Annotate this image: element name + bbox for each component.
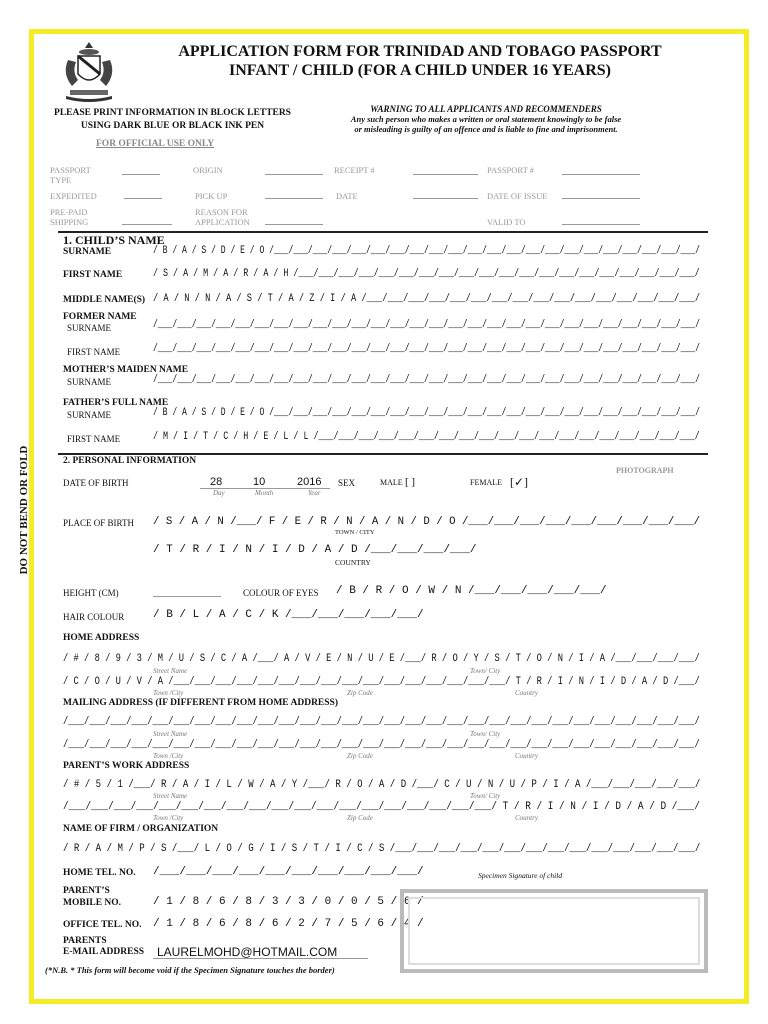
firm-label: NAME OF FIRM / ORGANIZATION <box>63 824 219 834</box>
home-tel-field[interactable]: /___/___/___/___/___/___/___/___/___/___/ <box>153 866 424 878</box>
parent-mobile-label-2: MOBILE NO. <box>63 898 122 908</box>
instruction-line1: PLEASE PRINT INFORMATION IN BLOCK LETTERS <box>54 108 291 118</box>
place-of-birth-country-field[interactable]: / T / R / I / N / I / D / A / D /___/___/___/___/ <box>153 544 477 556</box>
dob-year-caption: Year <box>308 489 321 497</box>
prepaid-label: PRE-PAID <box>50 207 88 217</box>
photograph-label: PHOTOGRAPH <box>616 466 674 475</box>
former-name-label: FORMER NAME <box>63 312 137 322</box>
country-caption: COUNTRY <box>335 558 371 567</box>
date-of-issue-line <box>562 198 640 199</box>
dob-year-field[interactable]: 2016 <box>297 476 322 488</box>
mail-country-caption: Country <box>515 752 538 760</box>
origin-line <box>265 174 323 175</box>
former-surname-field[interactable]: /___/___/___/___/___/___/___/___/___/___/___/___/___/___/___/___/___/___/___/___/___/___/___/___/___/___/___/___/ <box>153 319 700 331</box>
dob-month-caption: Month <box>255 489 274 497</box>
former-first-name-label: FIRST NAME <box>67 347 121 357</box>
work-town-caption: Town/ City <box>470 792 501 800</box>
mail-zip-caption: Zip Code <box>347 752 373 760</box>
passport-number-line <box>562 174 640 175</box>
dob-day-caption: Day <box>213 489 225 497</box>
instruction-line2: USING DARK BLUE OR BLACK INK PEN <box>80 121 265 131</box>
office-tel-label: OFFICE TEL. NO. <box>63 920 142 930</box>
parents-email-label-2: E-MAIL ADDRESS <box>63 947 145 957</box>
section1-title: 1. CHILD’S NAME <box>63 233 165 247</box>
work-address-line2[interactable]: /___/___/___/___/___/___/___/___/___/___/___/___/___/___/___/___/___/___/___/ T / R / I / N / I / D / A / D /___/ <box>63 801 700 813</box>
father-name-label: FATHER’S FULL NAME <box>63 398 169 408</box>
divider-2 <box>58 453 708 455</box>
parent-mobile-label: PARENT’S <box>63 886 110 896</box>
mail-town2-caption: Town /City <box>153 752 184 760</box>
parents-email-label: PARENTS <box>63 936 107 946</box>
work-country-caption: Country <box>515 814 538 822</box>
sex-label: SEX <box>338 478 356 488</box>
height-label: HEIGHT (CM) <box>63 588 119 598</box>
first-name-label: FIRST NAME <box>63 270 123 280</box>
home-town2-caption: Town /City <box>153 689 184 697</box>
pick-up-label: PICK UP <box>195 191 228 201</box>
passport-type-line <box>122 174 160 175</box>
father-surname-field[interactable]: / B / A / S / D / E / O /___/___/___/___/___/___/___/___/___/___/___/___/___/___/___/___/___/___/___/___/___/___/ <box>153 407 700 419</box>
middle-name-field[interactable]: / A / N / N / A / S / T / A / Z / I / A /___/___/___/___/___/___/___/___/___/___/___/___/___/___/___/___/ <box>153 293 701 305</box>
father-surname-label: SURNAME <box>67 410 112 420</box>
place-of-birth-label: PLACE OF BIRTH <box>63 518 134 528</box>
female-label: FEMALE <box>470 478 502 487</box>
form-title-line2: INFANT / CHILD (FOR A CHILD UNDER 16 YEARS) <box>229 62 611 79</box>
expedited-label: EXPEDITED <box>50 191 97 201</box>
valid-to-label: VALID TO <box>487 217 526 227</box>
mailing-address-line2[interactable]: /___/___/___/___/___/___/___/___/___/___/___/___/___/___/___/___/___/___/___/___/___/___/___/___/___/___/___/___/___/___/ <box>63 739 700 751</box>
father-first-name-field[interactable]: / M / I / T / C / H / E / L / L /___/___/___/___/___/___/___/___/___/___/___/___/___/___/___/___/___/___/___/ <box>153 431 700 443</box>
home-country-caption: Country <box>515 689 538 697</box>
reason-line <box>265 224 323 225</box>
mother-surname-label: SURNAME <box>67 377 112 387</box>
prepaid-label-2: SHIPPING <box>50 217 89 227</box>
female-checkbox[interactable]: [✓] <box>510 475 529 489</box>
work-town2-caption: Town /City <box>153 814 184 822</box>
town-city-caption: TOWN / CITY <box>335 529 375 536</box>
parents-email-field[interactable]: LAURELMOHD@HOTMAIL.COM <box>157 945 338 959</box>
mother-maiden-label: MOTHER’S MAIDEN NAME <box>63 365 189 375</box>
receipt-line <box>413 174 478 175</box>
origin-label: ORIGIN <box>193 165 223 175</box>
former-first-name-field[interactable]: /___/___/___/___/___/___/___/___/___/___/___/___/___/___/___/___/___/___/___/___/___/___/___/___/___/___/___/___/ <box>153 343 700 355</box>
official-use-heading: FOR OFFICIAL USE ONLY <box>96 139 215 149</box>
place-of-birth-town-field[interactable]: / S / A / N /___/ F / E / R / N / A / N / D / O /___/___/___/___/___/___/___/___/___/ <box>153 516 701 528</box>
eye-colour-field[interactable]: / B / R / O / W / N /___/___/___/___/___/ <box>336 585 607 597</box>
date-line <box>413 198 478 199</box>
section2-title: 2. PERSONAL INFORMATION <box>63 456 197 466</box>
email-line <box>153 958 368 959</box>
date-label: DATE <box>336 191 358 201</box>
middle-name-label: MIDDLE NAME(S) <box>63 295 146 305</box>
work-address-line1[interactable]: / # / 5 / 1 /___/ R / A / I / L / W / A / Y /___/ R / O / A / D /___/ C / U / N / U / P / I / A /___/___/___/___/___/ <box>63 779 701 791</box>
male-label: MALE <box>380 478 403 487</box>
dob-label: DATE OF BIRTH <box>63 478 129 488</box>
height-field[interactable] <box>153 596 221 597</box>
reason-label: REASON FOR <box>195 207 248 217</box>
work-zip-caption: Zip Code <box>347 814 373 822</box>
void-note: (*N.B. * This form will become void if the Specimen Signature touches the border) <box>45 965 335 975</box>
eye-colour-label: COLOUR OF EYES <box>243 588 319 598</box>
mailing-address-label: MAILING ADDRESS (IF DIFFERENT FROM HOME ADDRESS) <box>63 698 338 708</box>
hair-colour-label: HAIR COLOUR <box>63 612 125 622</box>
receipt-label: RECEIPT # <box>334 165 375 175</box>
home-town-caption: Town/ City <box>470 667 501 675</box>
home-address-line1[interactable]: / # / 8 / 9 / 3 / M / U / S / C / A /___/ A / V / E / N / U / E /___/ R / O / Y / S / T / O / N / I / A /___/___/___/___/ <box>63 653 700 665</box>
pick-up-line <box>265 198 323 199</box>
valid-to-line <box>562 224 640 225</box>
firm-field[interactable]: / R / A / M / P / S /___/ L / O / G / I / S / T / I / C / S /___/___/___/___/___/___/___/___/___/___/___/___/___/___/ <box>63 843 701 855</box>
specimen-signature-label: Specimen Signature of child <box>478 871 563 880</box>
mother-surname-field[interactable]: /___/___/___/___/___/___/___/___/___/___/___/___/___/___/___/___/___/___/___/___/___/___/___/___/___/___/___/___/ <box>153 374 700 386</box>
mail-street-caption: Street Name <box>153 730 188 738</box>
dob-day-field[interactable]: 28 <box>210 476 223 488</box>
passport-type-label: PASSPORT <box>50 165 91 175</box>
first-name-field[interactable]: / S / A / M / A / R / A / H /___/___/___/___/___/___/___/___/___/___/___/___/___/___/___/___/___/___/___/___/ <box>153 268 700 280</box>
warning-line1: Any such person who makes a written or oral statement knowingly to be false <box>350 114 622 124</box>
home-address-line2[interactable]: / C / O / U / V / A /___/___/___/___/___/___/___/___/___/___/___/___/___/___/___/___/ T / R / I / N / I / D / A / D /___/ <box>63 676 700 688</box>
expedited-line <box>124 198 162 199</box>
former-surname-label: SURNAME <box>67 323 112 333</box>
mail-town-caption: Town/ City <box>470 730 501 738</box>
specimen-signature-inner <box>408 897 700 965</box>
date-of-issue-label: DATE OF ISSUE <box>487 191 548 201</box>
male-checkbox[interactable]: [ ] <box>405 476 416 488</box>
warning-title: WARNING TO ALL APPLICANTS AND RECOMMENDERS <box>370 104 602 114</box>
warning-line2: or misleading is guilty of an offence and is liable to fine and imprisonment. <box>354 124 618 134</box>
passport-number-label: PASSPORT # <box>487 165 534 175</box>
side-note: DO NOT BEND OR FOLD <box>18 445 30 575</box>
coat-of-arms-icon <box>60 40 118 102</box>
home-address-label: HOME ADDRESS <box>63 633 140 643</box>
mailing-address-line1[interactable]: /___/___/___/___/___/___/___/___/___/___/___/___/___/___/___/___/___/___/___/___/___/___/___/___/___/___/___/___/___/___/ <box>63 716 700 728</box>
form-title-line1: APPLICATION FORM FOR TRINIDAD AND TOBAGO PASSPORT <box>178 43 662 60</box>
home-street-caption: Street Name <box>153 667 188 675</box>
passport-type-label-2: TYPE <box>50 175 72 185</box>
work-address-label: PARENT’S WORK ADDRESS <box>63 761 190 771</box>
father-first-name-label: FIRST NAME <box>67 434 121 444</box>
hair-colour-field[interactable]: / B / L / A / C / K /___/___/___/___/___/ <box>153 609 424 621</box>
home-tel-label: HOME TEL. NO. <box>63 868 136 878</box>
home-zip-caption: Zip Code <box>347 689 373 697</box>
office-tel-field[interactable]: / 1 / 8 / 6 / 8 / 6 / 2 / 7 / 5 / 6 / 4 / <box>153 918 424 930</box>
dob-month-field[interactable]: 10 <box>253 476 266 488</box>
prepaid-line <box>122 224 172 225</box>
surname-label: SURNAME <box>63 247 112 257</box>
surname-field[interactable]: / B / A / S / D / E / O /___/___/___/___/___/___/___/___/___/___/___/___/___/___/___/___/___/___/___/___/___/___/ <box>153 245 700 257</box>
reason-label-2: APPLICATION <box>195 217 250 227</box>
parent-mobile-field[interactable]: / 1 / 8 / 6 / 8 / 3 / 3 / 0 / 0 / 5 / 6 / <box>153 896 424 908</box>
work-street-caption: Street Name <box>153 792 188 800</box>
